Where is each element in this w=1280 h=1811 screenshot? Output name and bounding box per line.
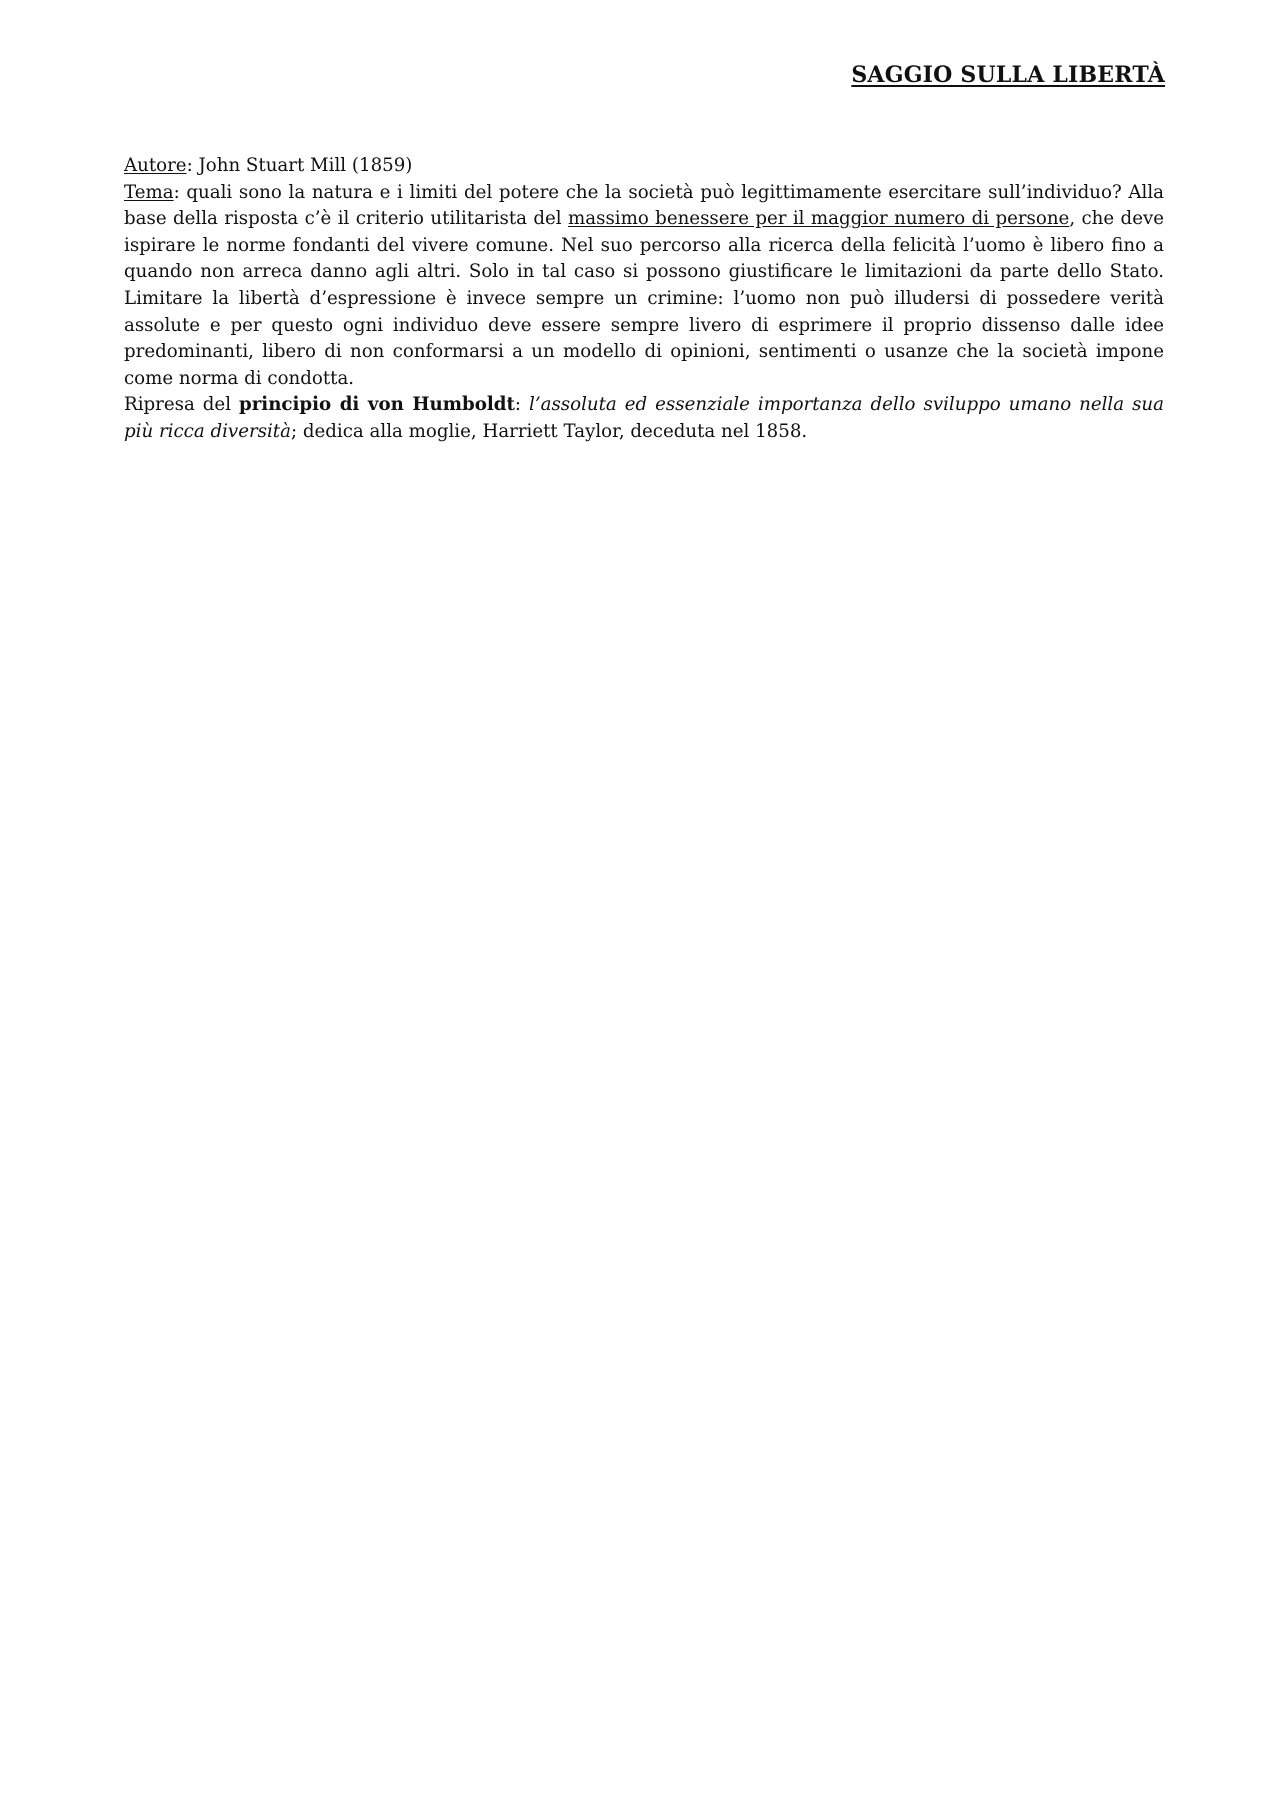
document-body: [124, 153, 1164, 446]
ripresa-text-1: Ripresa del: [124, 394, 239, 416]
tema-text-1: : quali sono la natura e i limiti del potere che la società può legittimamente esercitare sull’individuo? Alla base della risposta c’è il criterio utilitarista del: [124, 181, 1164, 230]
ripresa-bold-phrase: principio di von Humboldt: [239, 394, 515, 416]
ripresa-italic-quote: l’assoluta ed essenziale importanza dello sviluppo umano nella sua più ricca diversità: [124, 394, 1164, 442]
ripresa-paragraph: [124, 392, 1164, 445]
page-title: SAGGIO SULLA LIBERTÀ: [851, 62, 1165, 88]
ripresa-colon: :: [514, 394, 530, 416]
tema-underlined-phrase: massimo benessere per il maggior numero di persone: [568, 208, 1070, 230]
author-line: [124, 153, 1164, 180]
tema-label: Tema: [124, 181, 174, 203]
tema-paragraph: [124, 180, 1164, 393]
author-label: Autore: [124, 155, 187, 176]
ripresa-text-2: ; dedica alla moglie, Harriett Taylor, deceduta nel 1858.: [290, 420, 808, 442]
author-value: : John Stuart Mill (1859): [186, 155, 413, 176]
tema-text-2: , che deve ispirare le norme fondanti del vivere comune. Nel suo percorso alla ricerca della felicità l’uomo è libero fino a quando non arreca danno agli altri. Solo in tal caso si possono giustificare le limitazioni da parte dello Stato. Limitare la libertà d’espressione è invece sempre un crimine: l’uomo non può illudersi di possedere verità assolute e per questo ogni individuo deve essere sempre livero di esprimere il proprio dissenso dalle idee predominanti, libero di non conformarsi a un modello di opinioni, sentimenti o usanze che la società impone come norma di condotta.: [124, 208, 1164, 389]
